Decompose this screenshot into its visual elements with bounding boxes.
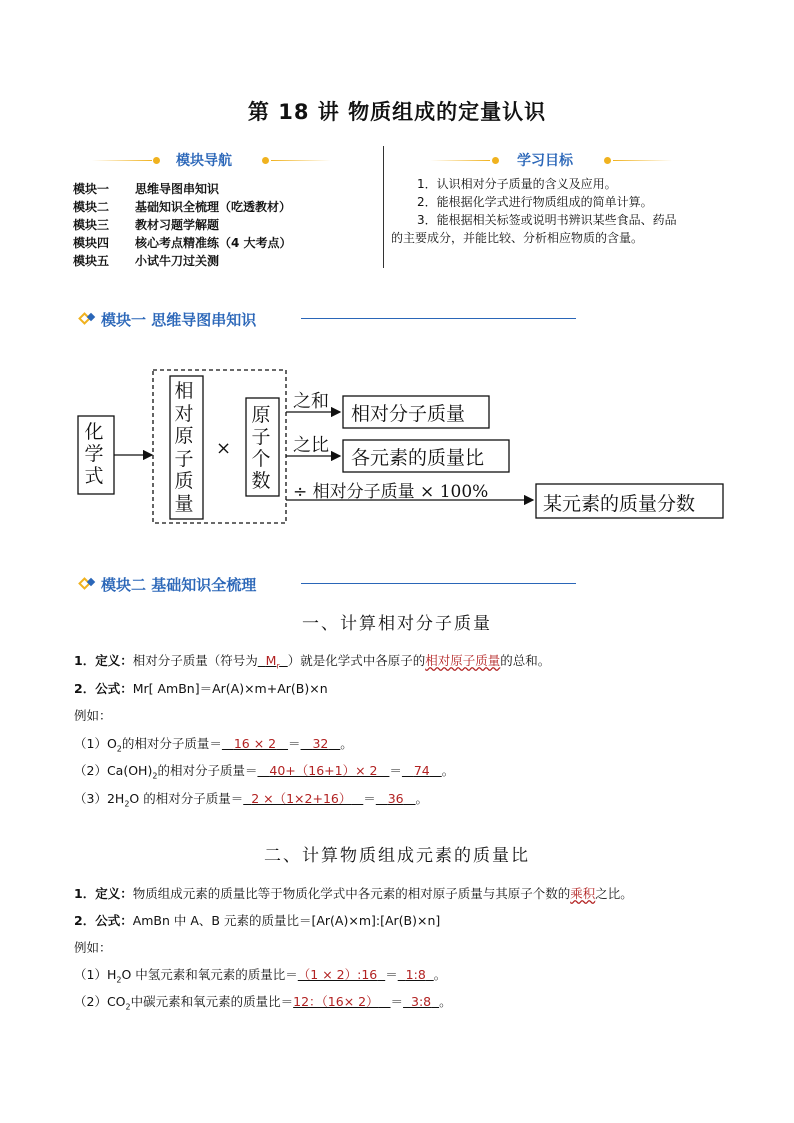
page-title: 第 18 讲 物质组成的定量认识: [247, 100, 547, 124]
module2-rule: [301, 583, 576, 584]
nav-item-2[interactable]: [73, 198, 291, 215]
goal-3: 3．能根据相关标签或说明书辨识某些食品、药品: [417, 213, 677, 227]
nav-item-3[interactable]: [73, 216, 219, 233]
formula-text: 化学式: [84, 421, 104, 487]
nav-divider-left: [92, 160, 152, 161]
section2-heading: 二、计算物质组成元素的质量比: [264, 846, 530, 866]
module1-rule: [301, 318, 576, 319]
sec1-example-3: $(3)2H_2O$ 的相对分子质量＝ 2 ×（1×2+16） ＝ 36 。: [74, 791, 429, 809]
module2-icon: [80, 577, 100, 589]
nav-heading: 模块导航: [176, 153, 232, 169]
goal-2: 2．能根据化学式进行物质组成的简单计算。: [417, 195, 653, 209]
goal-4: 的主要成分，并能比较、分析相应物质的含量。: [391, 231, 644, 245]
goals-dot-right: [604, 157, 611, 164]
nav-item-key: 模块一: [73, 182, 110, 196]
atomic-mass-text: 相对原子质量: [174, 380, 194, 515]
nav-item-1[interactable]: [73, 180, 219, 197]
nav-item-label: 小试牛刀过关测: [135, 254, 220, 268]
ratio-label: 之比: [293, 435, 329, 456]
column-divider: [383, 146, 384, 268]
sec1-formula: 2．公式：Mr[ AmBn]＝Ar(A)×m+Ar(B)×n: [74, 681, 328, 696]
times-sign: ×: [216, 438, 232, 459]
goals-heading: 学习目标: [517, 153, 573, 169]
nav-item-label: 核心考点精准练（4 大考点）: [135, 236, 292, 250]
sec2-formula: 2．公式：AmBn 中 A、B 元素的质量比＝[Ar(A)×m]:[Ar(B)×n]: [74, 913, 441, 928]
goals-divider-right: [613, 160, 673, 161]
module1-icon: [80, 312, 100, 324]
nav-item-label: 基础知识全梳理（吃透教材）: [135, 200, 292, 214]
module2-title: 模块二 基础知识全梳理: [101, 576, 257, 594]
goal-1: 1．认识相对分子质量的含义及应用。: [417, 177, 617, 191]
ratio-result-text: 各元素的质量比: [351, 447, 485, 469]
sec2-example-label: 例如：: [74, 940, 112, 955]
nav-item-key: 模块三: [73, 218, 110, 232]
fraction-result-text: 某元素的质量分数: [543, 493, 696, 515]
fraction-label: ÷ 相对分子质量 × 100%: [293, 482, 489, 502]
sec1-definition: 1．定义：相对分子质量（符号为 $M_r$ ）就是化学式中各原子的相对原子质量的总和。: [74, 653, 551, 671]
atom-count-text: 原子个数: [251, 404, 271, 492]
nav-item-4[interactable]: [73, 234, 292, 251]
sum-label: 之和: [293, 391, 329, 412]
nav-dot-left: [153, 157, 160, 164]
nav-item-key: 模块四: [73, 236, 110, 250]
goals-dot-left: [492, 157, 499, 164]
section1-heading: 一、计算相对分子质量: [302, 614, 492, 634]
sum-result-text: 相对分子质量: [351, 403, 466, 425]
module1-title: 模块一 思维导图串知识: [101, 311, 257, 329]
sec1-example-2: $(2)Ca(OH)_2$的相对分子质量＝ 40+（16+1）× 2 ＝ 74 。: [74, 763, 455, 781]
nav-dot-right: [262, 157, 269, 164]
nav-item-label: 思维导图串知识: [135, 182, 220, 196]
sec2-example-1: $(1)H_2O$ 中氢元素和氧元素的质量比＝（1 × 2）:16 ＝ 1:8 。: [74, 967, 447, 985]
nav-item-key: 模块二: [73, 200, 110, 214]
sec2-definition: 1．定义：物质组成元素的质量比等于物质化学式中各元素的相对原子质量与其原子个数的乘积之比。: [74, 886, 633, 901]
key-term: 乘积: [570, 886, 596, 901]
nav-item-5[interactable]: [73, 252, 219, 269]
nav-divider-right: [271, 160, 331, 161]
nav-item-label: 教材习题学解题: [135, 218, 220, 232]
sec2-example-2: $(2)CO_2$中碳元素和氧元素的质量比＝12：（16× 2） ＝ 3:8 。: [74, 994, 452, 1012]
sec1-example-label: 例如：: [74, 708, 112, 723]
goals-divider-left: [430, 160, 490, 161]
key-term: 相对原子质量: [425, 653, 501, 668]
sec1-example-1: $(1)O_2$的相对分子质量＝ 16 × 2 ＝ 32 。: [74, 736, 353, 754]
nav-item-key: 模块五: [73, 254, 110, 268]
